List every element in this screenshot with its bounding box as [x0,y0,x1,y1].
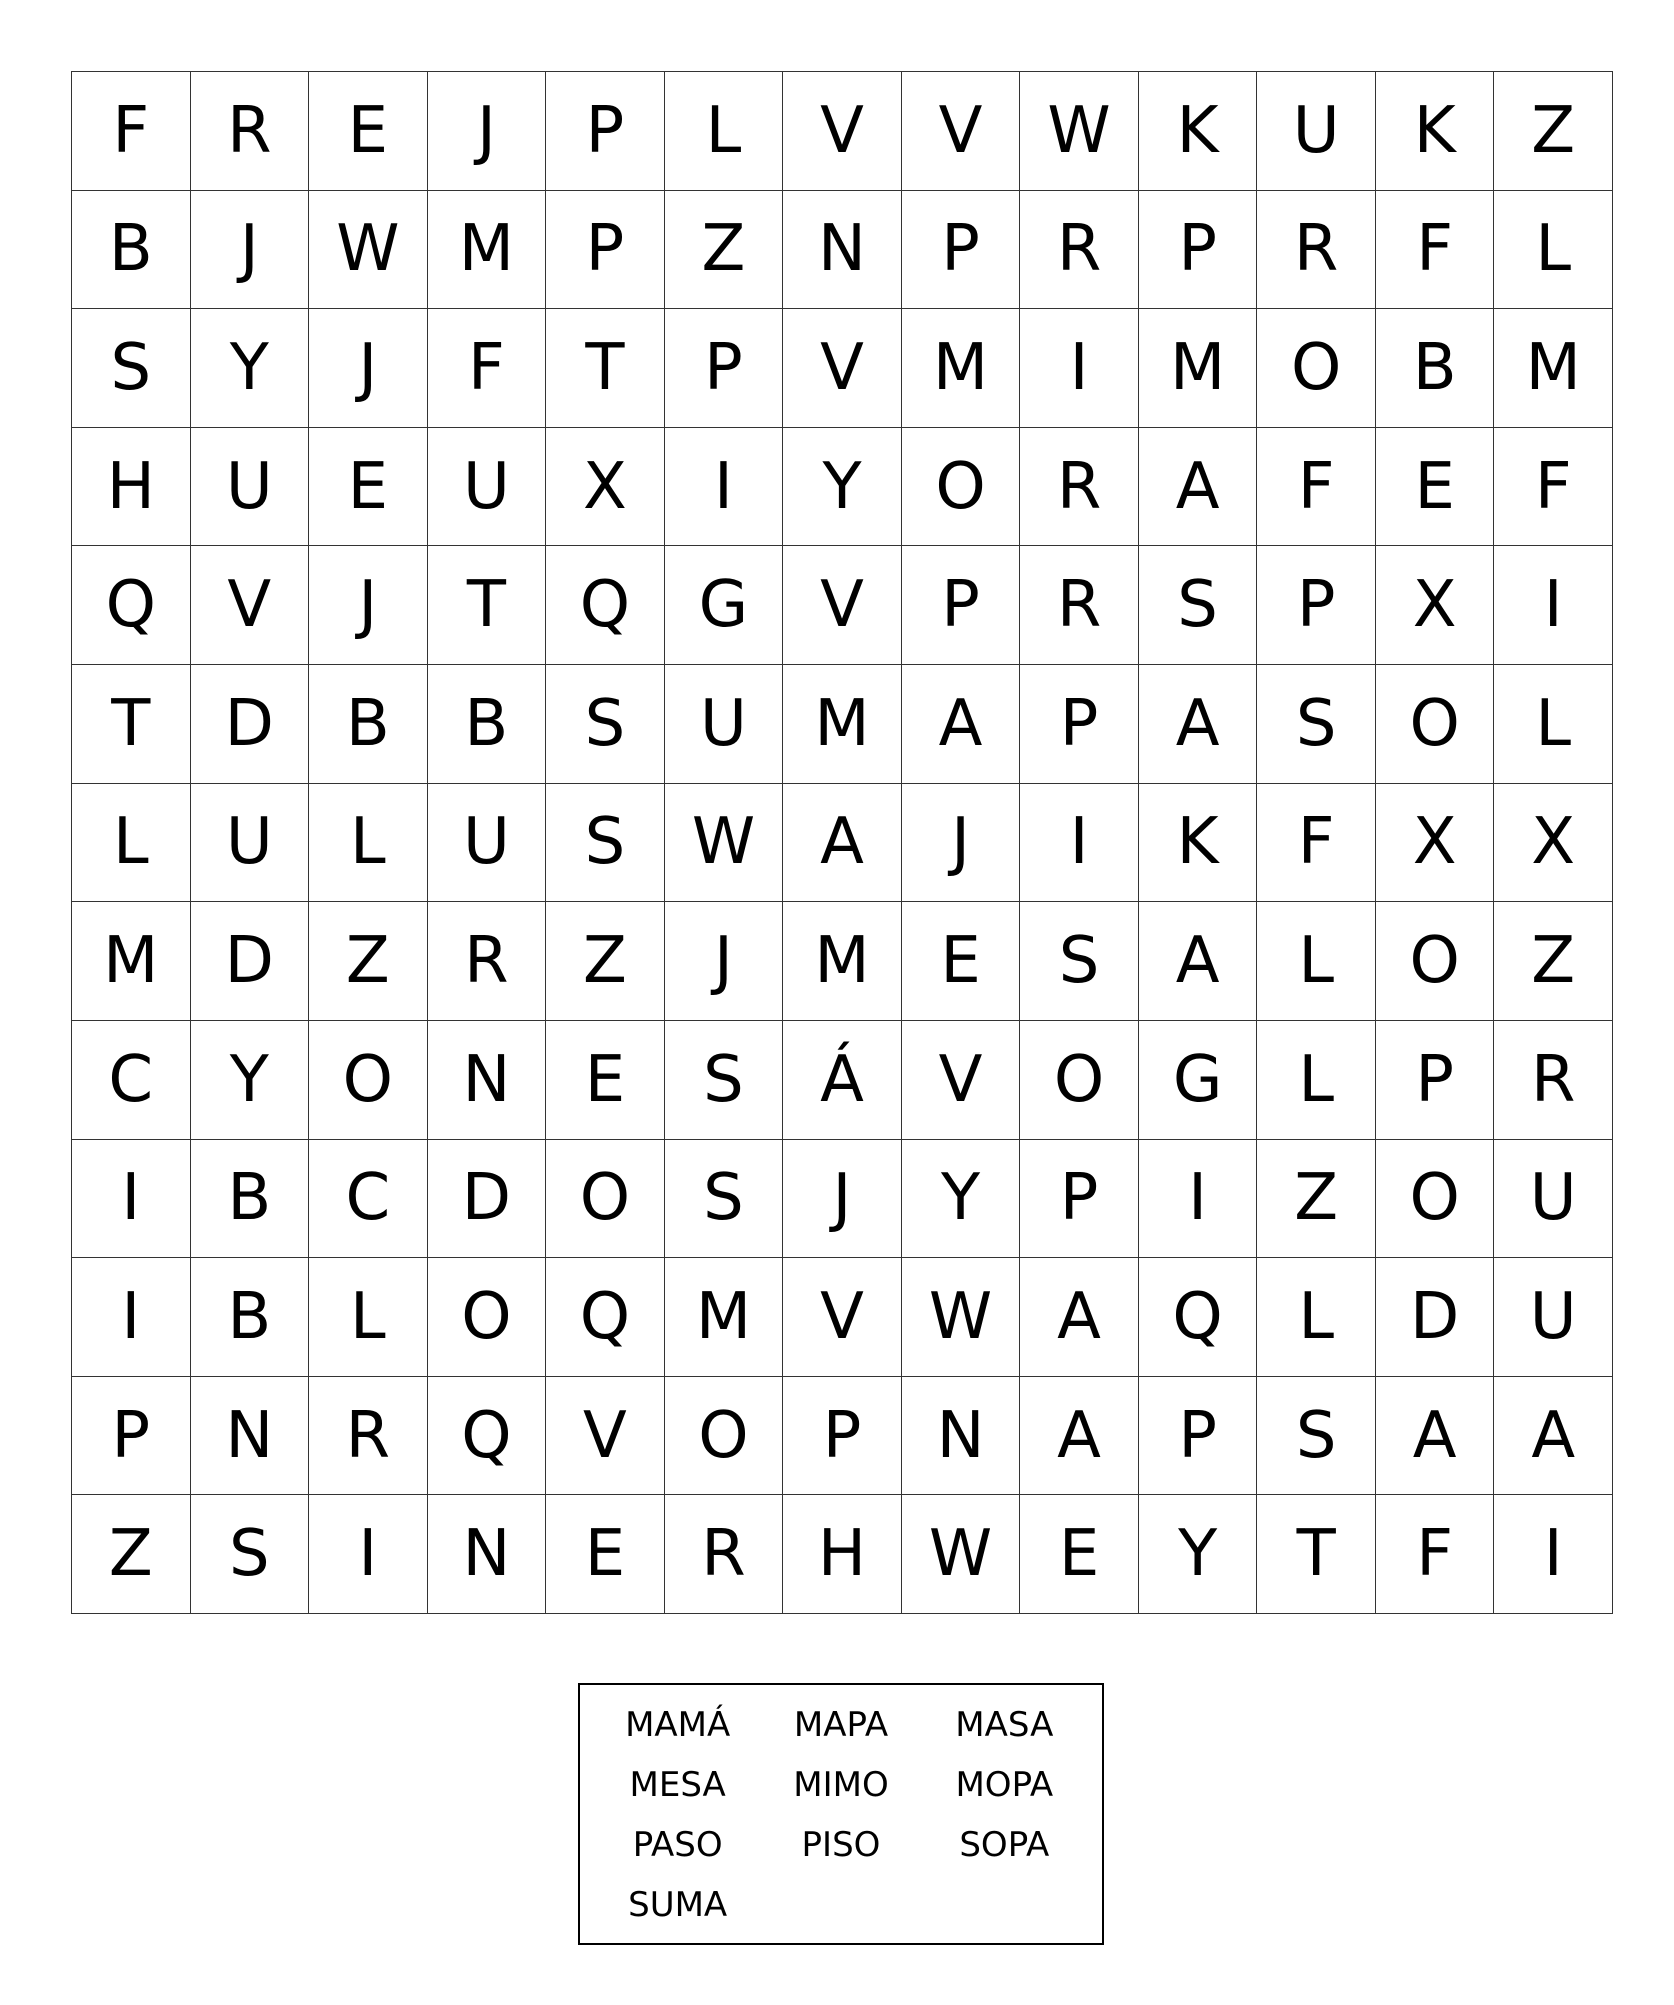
grid-cell[interactable]: P [546,191,665,310]
grid-cell[interactable]: N [783,191,902,310]
grid-cell[interactable]: K [1139,784,1258,903]
grid-cell[interactable]: V [783,72,902,191]
word-list-item: SUMA [628,1885,728,1925]
grid-cell[interactable]: V [783,1258,902,1377]
grid-cell[interactable]: T [1257,1495,1376,1614]
grid-cell[interactable]: A [1139,902,1258,1021]
grid-cell[interactable]: U [665,665,784,784]
grid-cell[interactable]: J [902,784,1021,903]
grid-cell[interactable]: Y [902,1140,1021,1259]
grid-cell[interactable]: X [546,428,665,547]
grid-cell[interactable]: F [72,72,191,191]
grid-cell[interactable]: R [665,1495,784,1614]
grid-cell[interactable]: J [309,546,428,665]
word-list-item: MIMO [793,1765,889,1805]
grid-cell[interactable]: U [1257,72,1376,191]
grid-cell[interactable]: X [1376,546,1495,665]
grid-cell[interactable]: A [1494,1377,1613,1496]
grid-cell[interactable]: J [191,191,310,310]
grid-cell[interactable]: M [1494,309,1613,428]
grid-cell[interactable]: O [309,1021,428,1140]
grid-cell[interactable]: I [1494,1495,1613,1614]
grid-cell[interactable]: V [902,72,1021,191]
grid-cell[interactable]: F [1257,428,1376,547]
grid-cell[interactable]: B [428,665,547,784]
grid-cell[interactable]: V [546,1377,665,1496]
grid-cell[interactable]: P [902,546,1021,665]
grid-cell[interactable]: R [428,902,547,1021]
grid-cell[interactable]: U [1494,1258,1613,1377]
grid-cell[interactable]: S [1257,1377,1376,1496]
grid-cell[interactable]: S [1020,902,1139,1021]
grid-cell[interactable]: R [309,1377,428,1496]
grid-cell[interactable]: U [191,784,310,903]
grid-cell[interactable]: S [1257,665,1376,784]
grid-cell[interactable]: A [1376,1377,1495,1496]
grid-cell[interactable]: J [428,72,547,191]
word-list-item: MESA [629,1765,726,1805]
grid-cell[interactable]: H [72,428,191,547]
grid-cell[interactable]: R [1257,191,1376,310]
grid-cell[interactable]: P [902,191,1021,310]
grid-cell[interactable]: J [309,309,428,428]
grid-cell[interactable]: Q [72,546,191,665]
grid-cell[interactable]: A [1020,1377,1139,1496]
word-list-item: MAPA [793,1705,889,1745]
word-list-item: PASO [632,1825,723,1865]
grid-cell[interactable]: N [428,1021,547,1140]
grid-cell[interactable]: V [783,309,902,428]
grid-cell[interactable]: W [665,784,784,903]
grid-cell[interactable]: Y [783,428,902,547]
grid-cell[interactable]: Z [1494,72,1613,191]
grid-cell[interactable]: D [1376,1258,1495,1377]
grid-cell[interactable]: F [1376,191,1495,310]
grid-cell[interactable]: P [1376,1021,1495,1140]
grid-cell[interactable]: R [1020,428,1139,547]
grid-cell[interactable]: O [546,1140,665,1259]
grid-cell[interactable]: Z [665,191,784,310]
grid-cell[interactable]: S [1139,546,1258,665]
grid-cell[interactable]: V [191,546,310,665]
grid-cell[interactable]: Y [1139,1495,1258,1614]
grid-cell[interactable]: L [665,72,784,191]
grid-cell[interactable]: P [546,72,665,191]
grid-cell[interactable]: A [783,784,902,903]
grid-cell[interactable]: D [428,1140,547,1259]
grid-cell[interactable]: G [665,546,784,665]
grid-cell[interactable]: M [665,1258,784,1377]
grid-cell[interactable]: M [783,902,902,1021]
grid-cell[interactable]: Y [191,1021,310,1140]
grid-cell[interactable]: E [309,428,428,547]
grid-cell[interactable]: S [665,1140,784,1259]
grid-cell[interactable]: V [783,546,902,665]
grid-cell[interactable]: U [428,428,547,547]
grid-cell[interactable]: P [783,1377,902,1496]
grid-cell[interactable]: Q [546,1258,665,1377]
grid-cell[interactable]: U [1494,1140,1613,1259]
grid-cell[interactable]: I [1494,546,1613,665]
grid-cell[interactable]: S [546,665,665,784]
grid-cell[interactable]: L [309,784,428,903]
grid-cell[interactable]: O [902,428,1021,547]
grid-cell[interactable]: B [72,191,191,310]
grid-cell[interactable]: K [1139,72,1258,191]
grid-cell[interactable]: I [665,428,784,547]
grid-cell[interactable]: S [546,784,665,903]
grid-cell[interactable]: F [1376,1495,1495,1614]
grid-cell[interactable]: L [1494,191,1613,310]
grid-cell[interactable]: B [1376,309,1495,428]
grid-cell[interactable]: Á [783,1021,902,1140]
grid-cell[interactable]: I [309,1495,428,1614]
word-list-item: PISO [801,1825,881,1865]
grid-cell[interactable]: Y [191,309,310,428]
grid-cell[interactable]: A [1139,428,1258,547]
word-list-item: MAMÁ [625,1705,731,1745]
word-list-item: MOPA [955,1765,1054,1805]
grid-cell[interactable]: P [1020,665,1139,784]
grid-cell[interactable]: L [1257,1021,1376,1140]
grid-cell[interactable]: O [665,1377,784,1496]
word-search-grid [71,71,1613,1614]
grid-cell[interactable]: P [1020,1140,1139,1259]
grid-cell[interactable]: I [1139,1140,1258,1259]
grid-cell[interactable]: W [1020,72,1139,191]
grid-cell[interactable]: P [665,309,784,428]
grid-cell[interactable]: W [902,1258,1021,1377]
grid-cell[interactable]: I [72,1258,191,1377]
grid-cell[interactable]: Z [309,902,428,1021]
grid-cell[interactable]: Z [1257,1140,1376,1259]
grid-cell[interactable]: F [1494,428,1613,547]
grid-cell[interactable]: E [309,72,428,191]
grid-cell[interactable]: M [902,309,1021,428]
grid-cell[interactable]: G [1139,1021,1258,1140]
grid-cell[interactable]: R [191,72,310,191]
grid-cell[interactable]: O [428,1258,547,1377]
grid-cell[interactable]: F [428,309,547,428]
grid-cell[interactable]: F [1257,784,1376,903]
grid-cell[interactable]: H [783,1495,902,1614]
grid-cell[interactable]: M [783,665,902,784]
grid-cell[interactable]: S [191,1495,310,1614]
word-list-item: SOPA [959,1825,1050,1865]
grid-cell[interactable]: R [1020,191,1139,310]
grid-cell[interactable]: Q [428,1377,547,1496]
grid-cell[interactable]: O [1376,665,1495,784]
grid-cell[interactable]: O [1020,1021,1139,1140]
grid-cell[interactable]: L [309,1258,428,1377]
grid-cell[interactable]: P [1139,191,1258,310]
grid-cell[interactable]: M [428,191,547,310]
grid-cell[interactable]: P [72,1377,191,1496]
grid-cell[interactable]: Z [546,902,665,1021]
grid-cell[interactable]: L [1257,1258,1376,1377]
grid-cell[interactable]: R [1020,546,1139,665]
grid-cell[interactable]: S [72,309,191,428]
word-list-box [578,1683,1104,1945]
grid-cell[interactable]: B [191,1140,310,1259]
grid-cell[interactable]: O [1376,1140,1495,1259]
grid-cell[interactable]: W [309,191,428,310]
grid-cell[interactable]: J [665,902,784,1021]
grid-cell[interactable]: W [902,1495,1021,1614]
grid-cell[interactable]: A [1139,665,1258,784]
grid-cell[interactable]: U [191,428,310,547]
grid-cell[interactable]: M [1139,309,1258,428]
grid-cell[interactable]: I [1020,784,1139,903]
grid-cell[interactable]: P [1139,1377,1258,1496]
grid-cell[interactable]: A [902,665,1021,784]
grid-cell[interactable]: L [1257,902,1376,1021]
grid-cell[interactable]: Z [72,1495,191,1614]
grid-cell[interactable]: E [546,1495,665,1614]
grid-cell[interactable]: C [309,1140,428,1259]
grid-cell[interactable]: T [428,546,547,665]
grid-cell[interactable]: B [309,665,428,784]
grid-cell[interactable]: N [191,1377,310,1496]
grid-cell[interactable]: U [428,784,547,903]
grid-cell[interactable]: C [72,1021,191,1140]
grid-cell[interactable]: R [1494,1021,1613,1140]
grid-cell[interactable]: K [1376,72,1495,191]
grid-cell[interactable]: O [1257,309,1376,428]
grid-cell[interactable]: T [72,665,191,784]
grid-cell[interactable]: Z [1494,902,1613,1021]
grid-cell[interactable]: N [428,1495,547,1614]
grid-cell[interactable]: E [1020,1495,1139,1614]
grid-cell[interactable]: P [1257,546,1376,665]
grid-cell[interactable]: N [902,1377,1021,1496]
grid-cell[interactable]: D [191,665,310,784]
grid-cell[interactable]: A [1020,1258,1139,1377]
grid-cell[interactable]: L [1494,665,1613,784]
grid-cell[interactable]: V [902,1021,1021,1140]
grid-cell[interactable]: E [1376,428,1495,547]
grid-cell[interactable]: M [72,902,191,1021]
grid-cell[interactable]: T [546,309,665,428]
grid-cell[interactable]: Q [546,546,665,665]
grid-cell[interactable]: Q [1139,1258,1258,1377]
grid-cell[interactable]: X [1376,784,1495,903]
word-list-item: MASA [955,1705,1054,1745]
grid-cell[interactable]: D [191,902,310,1021]
grid-cell[interactable]: E [902,902,1021,1021]
grid-cell[interactable]: X [1494,784,1613,903]
grid-cell[interactable]: I [1020,309,1139,428]
grid-cell[interactable]: S [665,1021,784,1140]
grid-cell[interactable]: E [546,1021,665,1140]
grid-cell[interactable]: O [1376,902,1495,1021]
grid-cell[interactable]: J [783,1140,902,1259]
grid-cell[interactable]: I [72,1140,191,1259]
grid-cell[interactable]: L [72,784,191,903]
grid-cell[interactable]: B [191,1258,310,1377]
